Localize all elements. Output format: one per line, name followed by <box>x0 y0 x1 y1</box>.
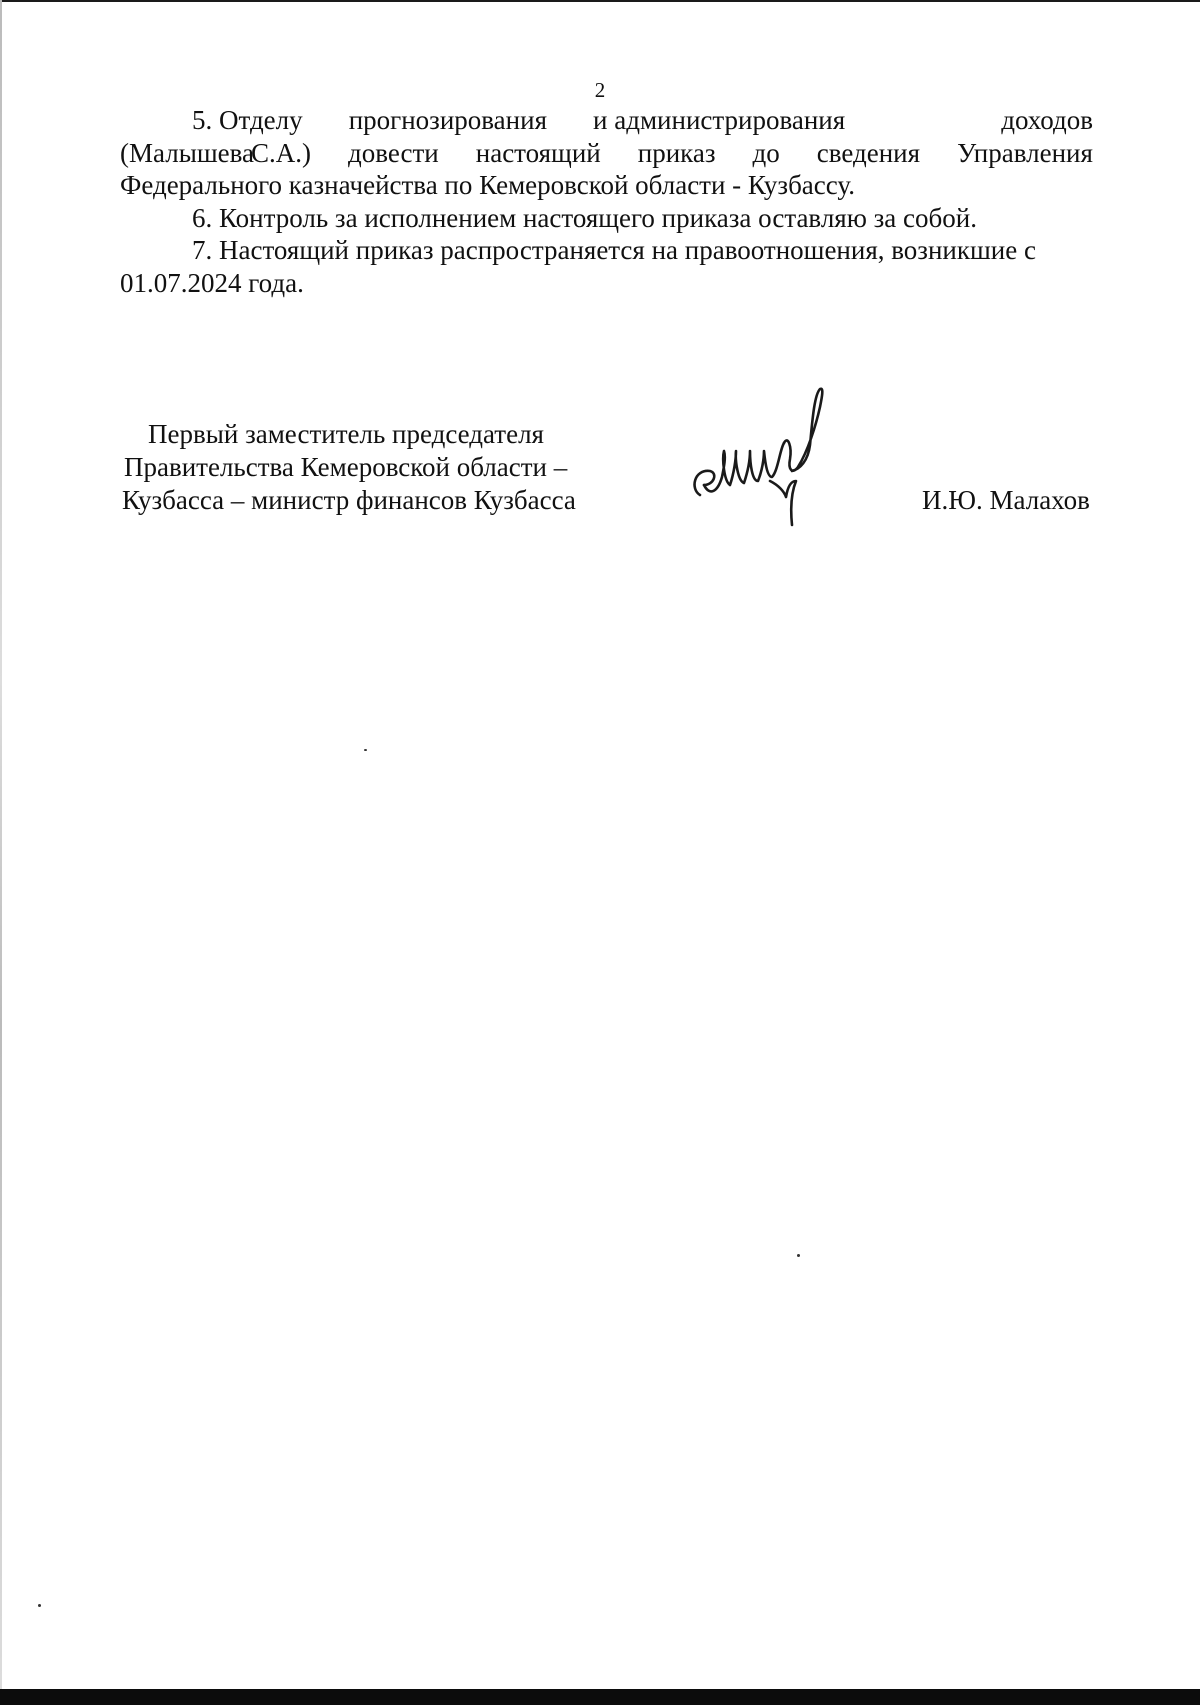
position-line-1: Первый заместитель председателя <box>148 419 544 449</box>
paragraph-5-line-3: Федерального казначейства по Кемеровской области - Кузбассу. <box>120 170 855 200</box>
signature-stroke-2 <box>704 443 784 491</box>
signature-stroke-4 <box>770 481 796 525</box>
word: до <box>752 137 780 168</box>
word: сведения <box>816 137 921 168</box>
signature-stroke-3 <box>784 389 822 471</box>
paragraph-5-line-2 <box>120 137 1093 170</box>
scan-edge-bottom <box>0 1689 1200 1705</box>
paragraph-7-line-1: 7. Настоящий приказ распространяется на правоотношения, возникшие с <box>192 235 1036 265</box>
paragraph-5-line-1 <box>120 104 1093 137</box>
paragraph-7-line-2: 01.07.2024 года. <box>120 267 304 298</box>
word: (Малышева <box>120 137 254 168</box>
word: Управления <box>957 137 1093 168</box>
scan-speck <box>364 749 367 751</box>
signatory-position <box>120 418 610 517</box>
handwritten-signature <box>688 385 868 530</box>
scan-edge-left <box>0 0 2 1705</box>
signer-name: И.Ю. Малахов <box>922 485 1090 515</box>
word: приказ <box>637 137 716 168</box>
page-number: 2 <box>594 78 606 102</box>
word: настоящий <box>475 137 601 168</box>
scan-speck <box>38 1604 41 1607</box>
paragraph-6: 6. Контроль за исполнением настоящего приказа оставляю за собой. <box>192 202 977 233</box>
word: С.А.) <box>251 137 312 168</box>
word: 5. Отделу <box>192 105 303 135</box>
word: и администрирования <box>593 105 846 135</box>
position-line-2: Правительства Кемеровской области – <box>124 452 568 482</box>
word: доходов <box>1001 105 1093 135</box>
scan-speck <box>797 1254 800 1257</box>
scan-edge-top <box>0 0 1200 2</box>
document-body <box>120 104 1093 299</box>
word: прогнозирования <box>348 105 547 135</box>
word: довести <box>348 137 439 168</box>
position-line-3: Кузбасса – министр финансов Кузбасса <box>122 485 576 515</box>
